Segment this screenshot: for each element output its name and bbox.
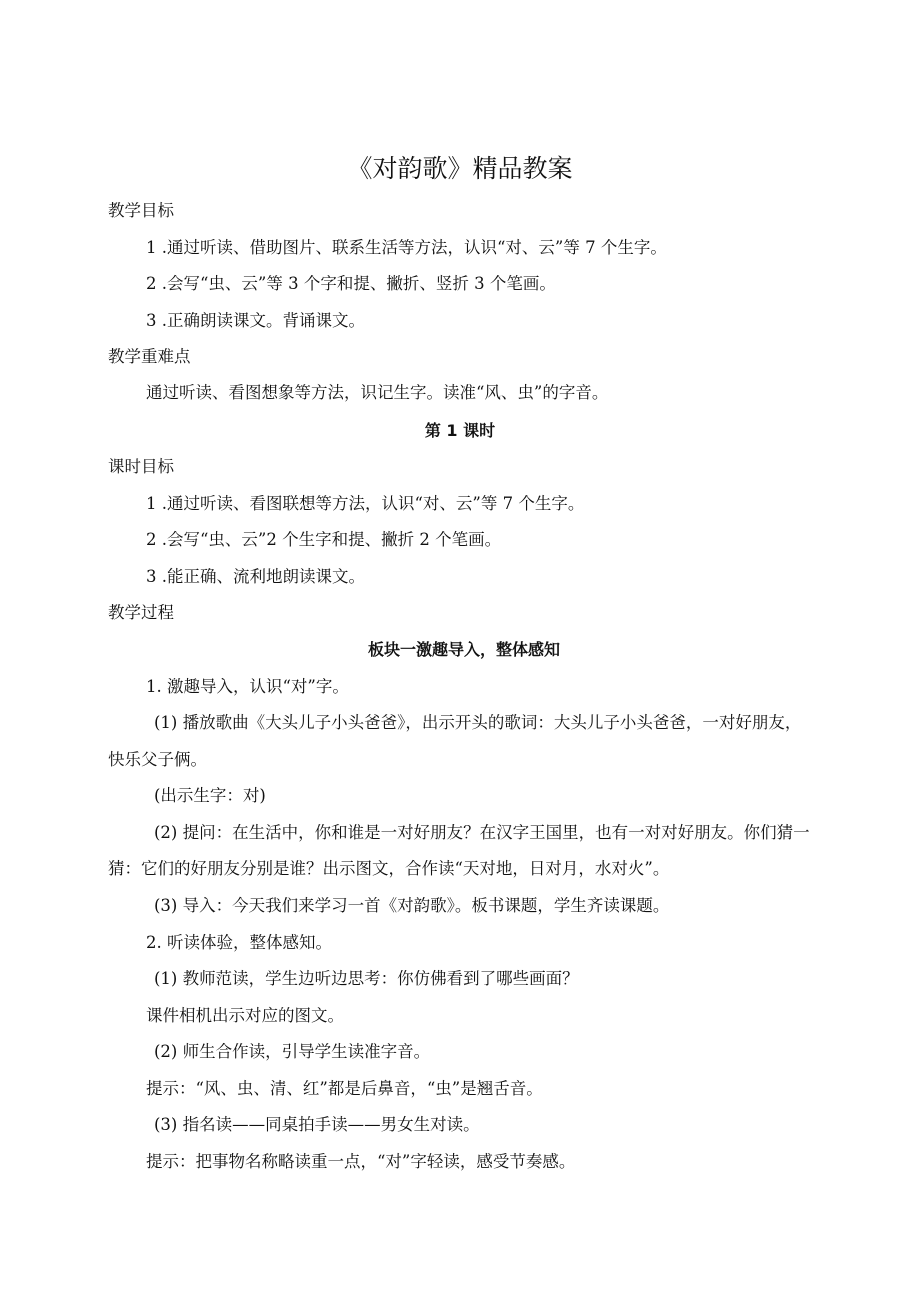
section-heading-teaching-goals: 教学目标 bbox=[108, 201, 174, 220]
goal-item: 2 .会写“虫、云”等 3 个字和提、撇折、竖折 3 个笔画。 bbox=[146, 274, 556, 293]
paragraph: (3) 指名读——同桌拍手读——男女生对读。 bbox=[154, 1115, 480, 1134]
key-points-text: 通过听读、看图想象等方法，识记生字。读准“风、虫”的字音。 bbox=[146, 383, 609, 402]
goal-item: 1 .通过听读、借助图片、联系生活等方法，认识“对、云”等 7 个生字。 bbox=[146, 238, 667, 257]
goal-item: 3 .正确朗读课文。背诵课文。 bbox=[146, 311, 365, 330]
lesson-goal-item: 1 .通过听读、看图联想等方法，认识“对、云”等 7 个生字。 bbox=[146, 494, 585, 513]
paragraph: 2. 听读体验，整体感知。 bbox=[146, 933, 332, 952]
paragraph: 课件相机出示对应的图文。 bbox=[146, 1006, 344, 1025]
paragraph: 提示：把事物名称略读重一点，“对”字轻读，感受节奏感。 bbox=[146, 1152, 576, 1171]
paragraph: (1) 播放歌曲《大头儿子小头爸爸》，出示开头的歌词：大头儿子小头爸爸，一对好朋友， bbox=[154, 713, 802, 732]
section-heading-lesson-goals: 课时目标 bbox=[108, 457, 174, 476]
lesson-heading: 第 1 课时 bbox=[424, 421, 496, 440]
paragraph: 1. 激趣导入，认识“对”字。 bbox=[146, 677, 349, 696]
paragraph: (2) 师生合作读，引导学生读准字音。 bbox=[154, 1042, 431, 1061]
section-heading-teaching-process: 教学过程 bbox=[108, 603, 174, 622]
paragraph: (2) 提问：在生活中，你和谁是一对好朋友？在汉字王国里，也有一对对好朋友。你们猜一 bbox=[154, 823, 810, 842]
lesson-goal-item: 2 .会写“虫、云”2 个生字和提、撇折 2 个笔画。 bbox=[146, 530, 502, 549]
paragraph: (1) 教师范读，学生边听边思考：你仿佛看到了哪些画面？ bbox=[154, 969, 579, 988]
lesson-goal-item: 3 .能正确、流利地朗读课文。 bbox=[146, 567, 365, 586]
section-heading-key-points: 教学重难点 bbox=[108, 347, 191, 366]
document-title: 《对韵歌》精品教案 bbox=[347, 154, 573, 183]
paragraph: 猜：它们的好朋友分别是谁？出示图文，合作读“天对地，日对月，水对火”。 bbox=[108, 859, 670, 878]
paragraph: (出示生字：对) bbox=[154, 786, 266, 805]
paragraph: 快乐父子俩。 bbox=[108, 750, 207, 769]
paragraph: (3) 导入：今天我们来学习一首《对韵歌》。板书课题，学生齐读课题。 bbox=[154, 896, 670, 915]
block-heading: 板块一激趣导入，整体感知 bbox=[368, 640, 561, 659]
paragraph: 提示：“风、虫、清、红”都是后鼻音，“虫”是翘舌音。 bbox=[146, 1079, 543, 1098]
